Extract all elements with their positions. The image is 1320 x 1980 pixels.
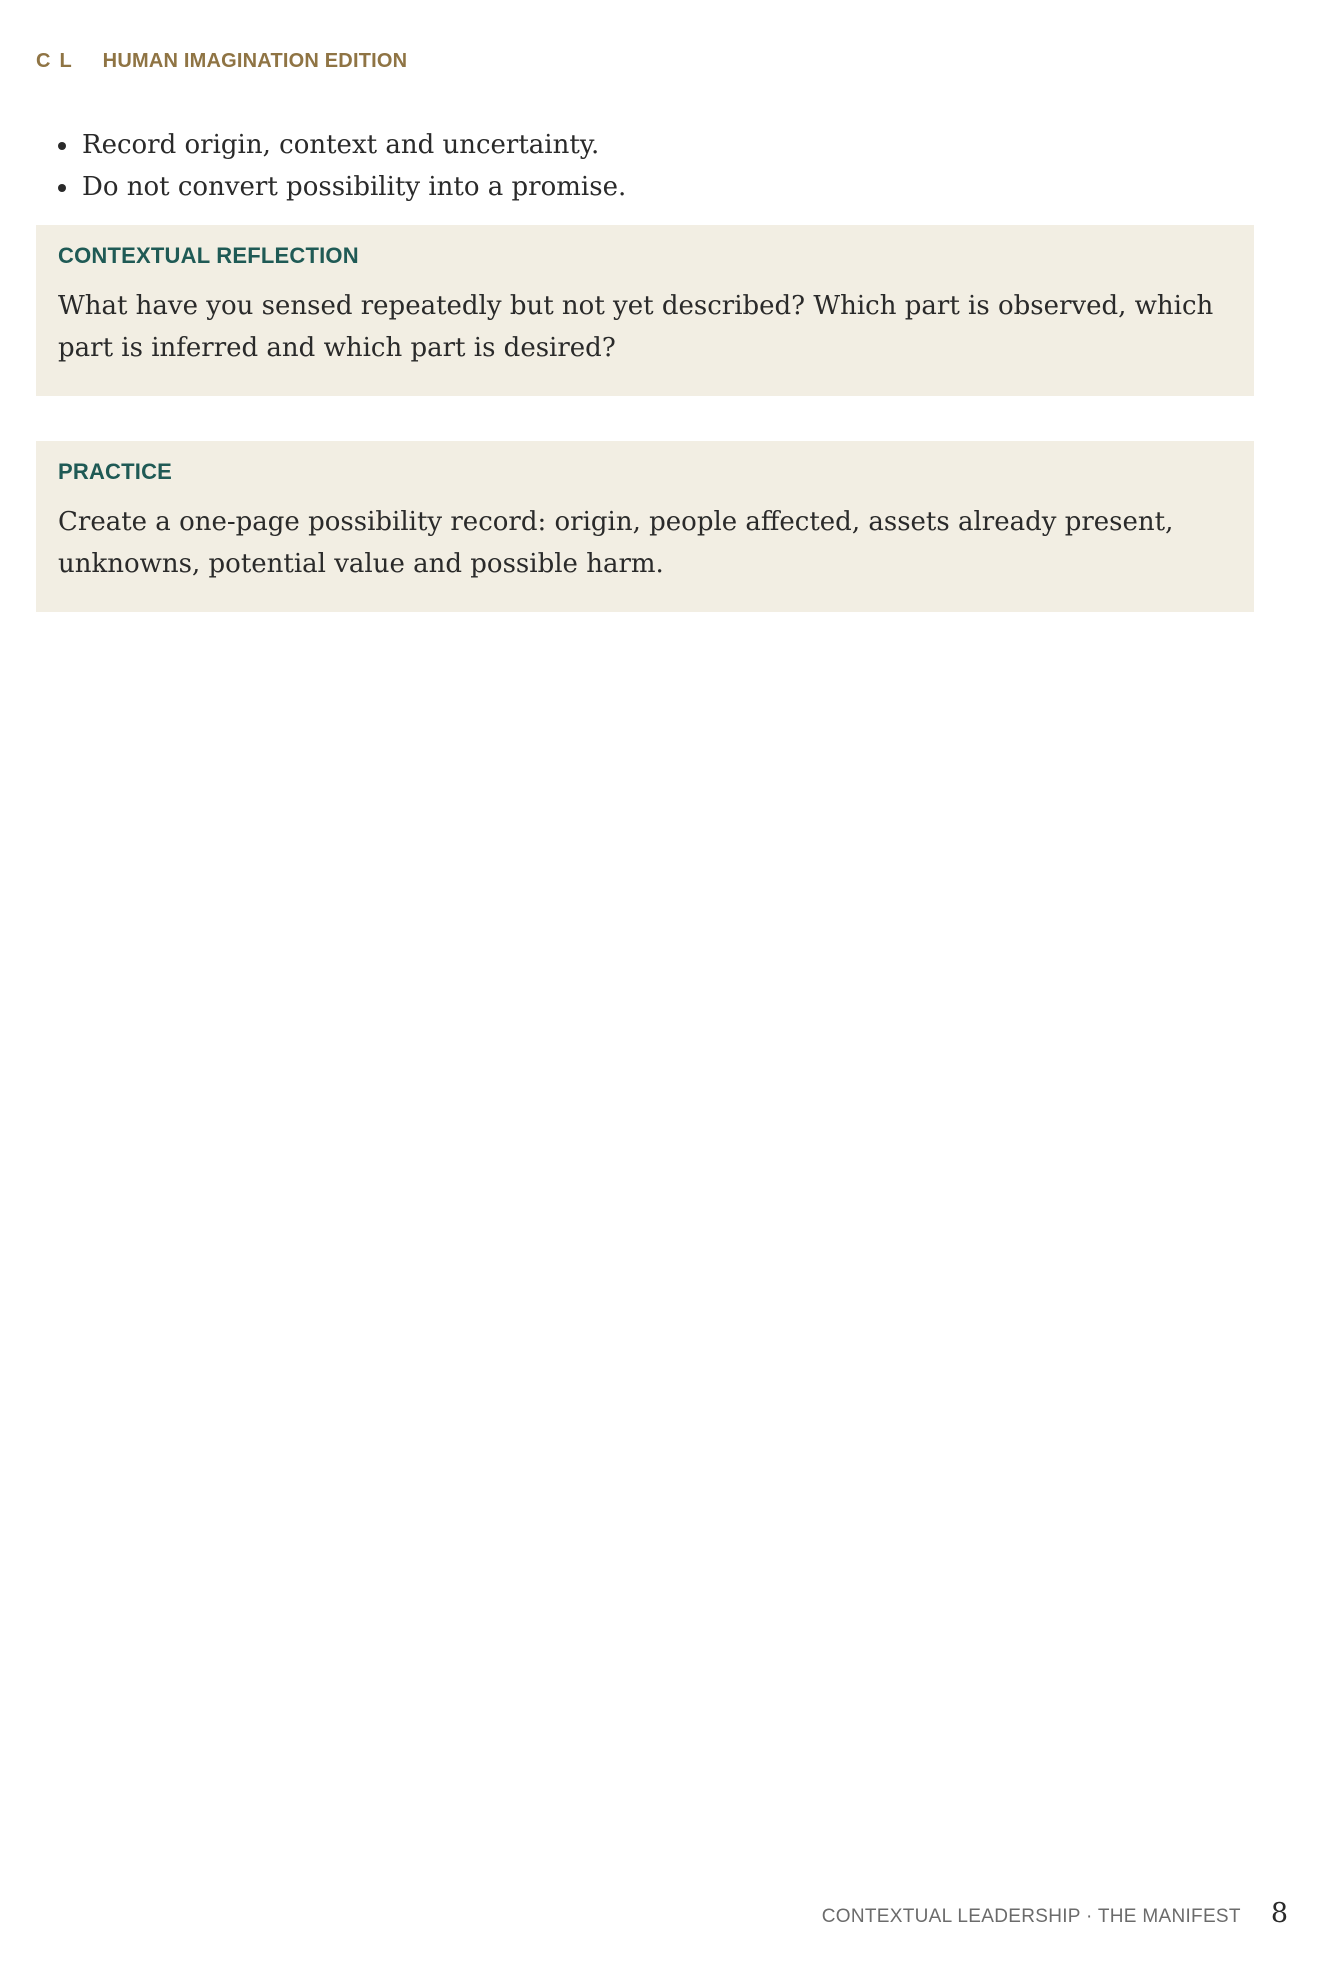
footer-title: CONTEXTUAL LEADERSHIP · THE MANIFEST	[821, 1906, 1241, 1927]
practice-box	[36, 441, 1254, 612]
list-item: • Record origin, context and uncertainty.	[80, 124, 626, 166]
page-number: 8	[1270, 1898, 1288, 1929]
running-header	[36, 50, 407, 73]
list-item: • Do not convert possibility into a promise.	[80, 166, 626, 208]
page-footer	[822, 1898, 1288, 1929]
bullet-list	[56, 124, 626, 208]
reflection-box	[36, 225, 1254, 396]
practice-title: PRACTICE	[58, 459, 173, 484]
practice-text: Create a one-page possibility record: origin, people affected, assets already present, unknowns, potential value and possible harm.	[58, 507, 1174, 579]
reflection-title: CONTEXTUAL REFLECTION	[58, 243, 359, 268]
reflection-text: What have you sensed repeatedly but not yet described? Which part is observed, which part is inferred and which part is desired?	[58, 291, 1214, 363]
edition-label: HUMAN IMAGINATION EDITION	[102, 50, 408, 72]
monogram-logo: CL	[36, 50, 81, 72]
